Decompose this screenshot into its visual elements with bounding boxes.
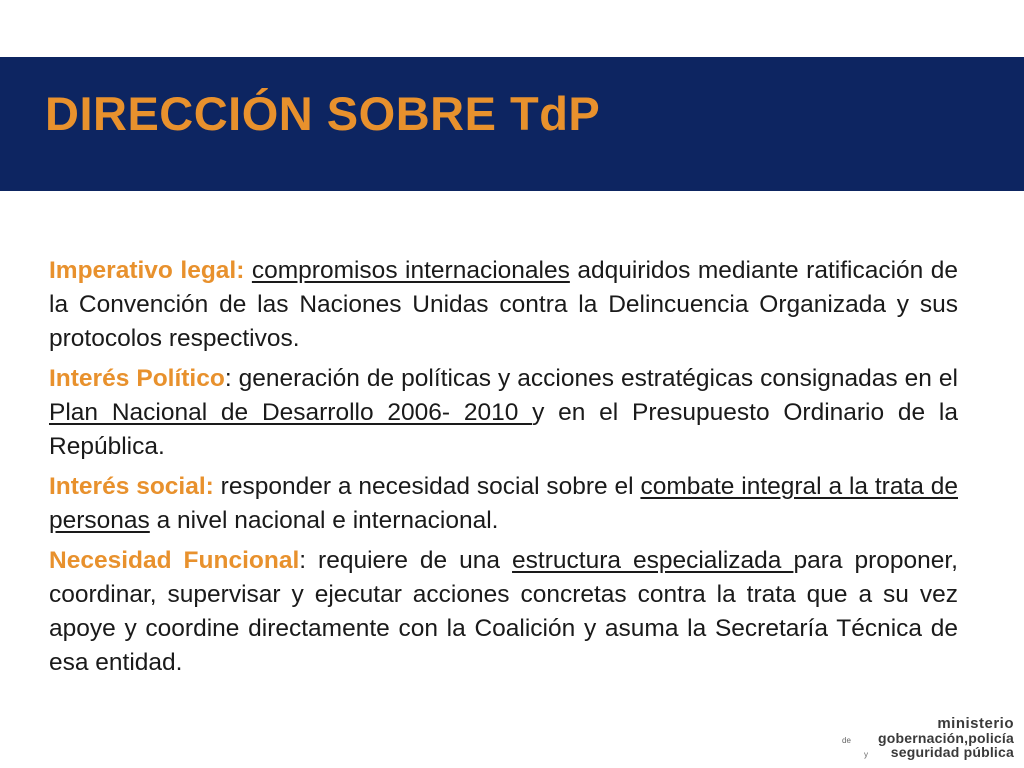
logo-de: de <box>842 736 851 745</box>
logo-line-gobernacion: gobernación,policía <box>877 730 1014 746</box>
underlined-phrase: Plan Nacional de Desarrollo 2006- 2010 <box>49 399 533 426</box>
paragraph-label: Necesidad Funcional <box>49 547 300 574</box>
paragraph-text: : requiere de una <box>299 547 513 574</box>
underlined-phrase: combate integral a la trata de personas <box>49 473 958 534</box>
logo-line-seguridad: seguridad pública <box>890 744 1014 760</box>
paragraph-necesidad-funcional <box>49 544 958 680</box>
slide-title: DIRECCIÓN SOBRE TdP <box>45 87 601 140</box>
slide-body <box>49 254 958 686</box>
paragraph-label: Interés Político <box>49 365 225 392</box>
paragraph-interes-politico <box>49 362 958 464</box>
paragraph-interes-social <box>49 470 958 538</box>
underlined-phrase: estructura especializada <box>512 547 794 574</box>
logo-line-ministerio: ministerio <box>937 715 1014 732</box>
paragraph-label: Imperativo legal: <box>49 257 245 284</box>
paragraph-imperativo-legal <box>49 254 958 356</box>
paragraph-text: y en el Presupuesto Ordinario de la República. <box>49 399 958 460</box>
paragraph-text: para proponer, coordinar, supervisar y ejecutar acciones concretas contra la trata que a su vez apoye y coordine directamente con la Coalición y asuma la Secretaría Técnica de esa entidad. <box>49 547 958 676</box>
paragraph-label: Interés social: <box>49 473 214 500</box>
logo-y: y <box>864 750 868 759</box>
paragraph-text: : generación de políticas y acciones estratégicas consignadas en el <box>224 365 958 392</box>
underlined-phrase: compromisos internacionales <box>251 257 570 284</box>
paragraph-text: a nivel nacional e internacional. <box>149 507 499 534</box>
ministry-logo <box>842 716 1018 762</box>
paragraph-text: adquiridos mediante ratificación de la Convención de las Naciones Unidas contra la Delincuencia Organizada y sus protocolos respectivos. <box>49 257 959 352</box>
paragraph-text: responder a necesidad social sobre el <box>213 473 641 500</box>
